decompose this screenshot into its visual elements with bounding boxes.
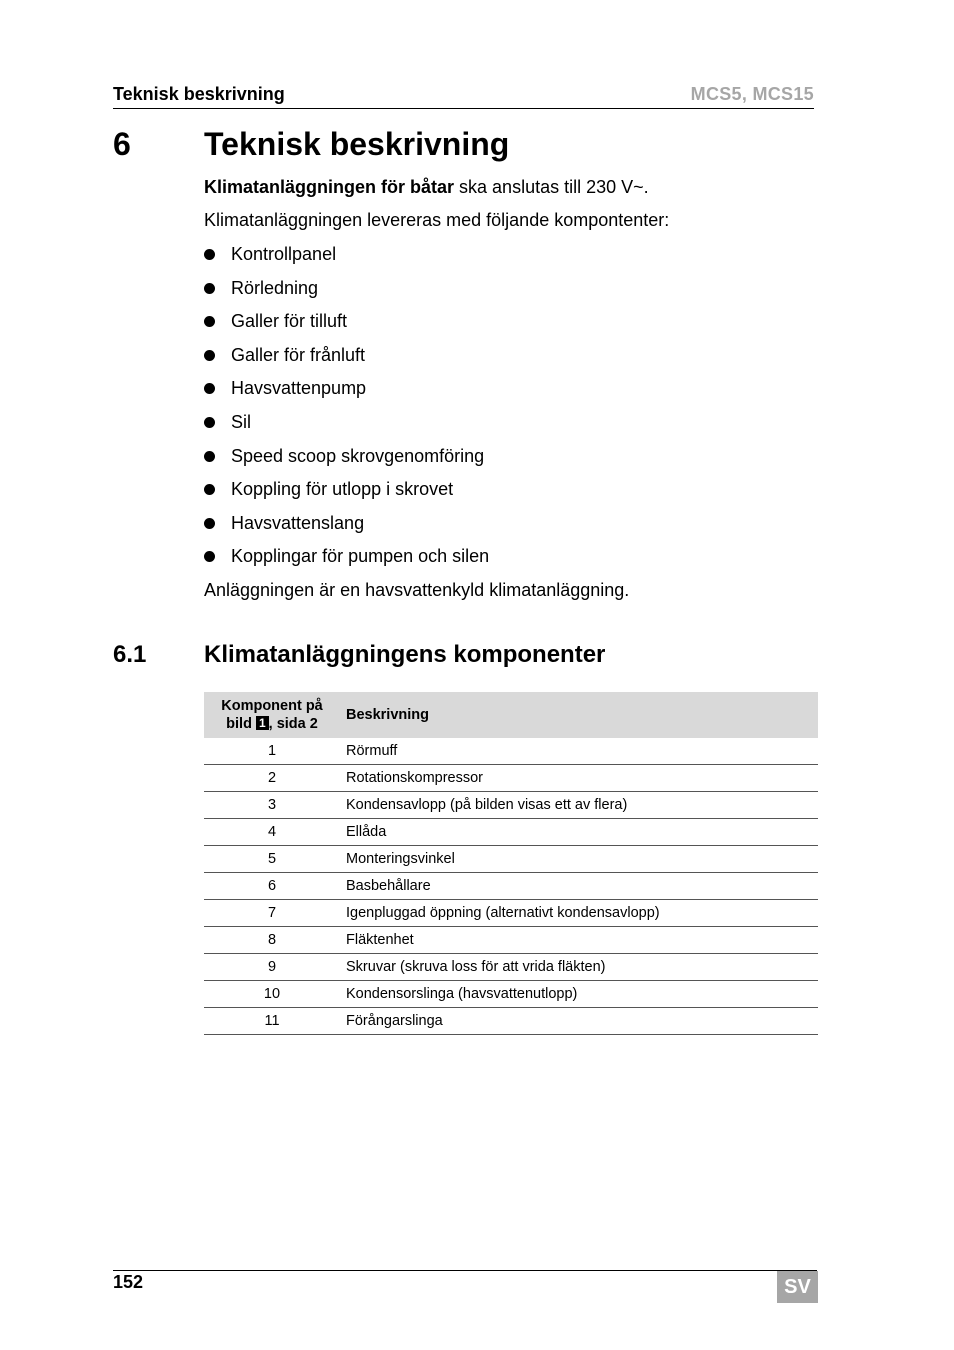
component-description-cell: Rotationskompressor bbox=[340, 765, 818, 792]
table-row bbox=[204, 1008, 818, 1035]
table-row bbox=[204, 765, 818, 792]
component-number-cell: 11 bbox=[204, 1008, 340, 1035]
component-number-cell: 4 bbox=[204, 819, 340, 846]
component-number-cell: 1 bbox=[204, 738, 340, 765]
component-description-cell: Kondensorslinga (havsvattenutlopp) bbox=[340, 981, 818, 1008]
list-item bbox=[204, 277, 489, 311]
bullet-dot-icon bbox=[204, 249, 215, 260]
intro-rest: ska anslutas till 230 V~. bbox=[454, 177, 649, 197]
components-table bbox=[204, 692, 818, 1035]
list-item bbox=[204, 445, 489, 479]
table-row bbox=[204, 738, 818, 765]
table-row bbox=[204, 846, 818, 873]
list-item-label: Galler för frånluft bbox=[231, 344, 366, 365]
intro-bold: Klimatanläggningen för båtar bbox=[204, 177, 455, 197]
col-header-component bbox=[204, 692, 340, 738]
col-header-component-line1: Komponent på bbox=[221, 698, 323, 714]
list-item-label: Havsvattenpump bbox=[231, 378, 367, 399]
component-number-cell: 10 bbox=[204, 981, 340, 1008]
list-item bbox=[204, 411, 489, 445]
component-number-cell: 7 bbox=[204, 900, 340, 927]
component-description-cell: Fläktenhet bbox=[340, 927, 818, 954]
component-description-cell: Förångarslinga bbox=[340, 1008, 818, 1035]
component-number-cell: 5 bbox=[204, 846, 340, 873]
section-number: 6.1 bbox=[113, 641, 147, 668]
bullet-dot-icon bbox=[204, 551, 215, 562]
figure-ref-badge: 1 bbox=[256, 716, 269, 730]
list-item-label: Kontrollpanel bbox=[231, 244, 337, 264]
bullet-dot-icon bbox=[204, 350, 215, 361]
chapter-title: Teknisk beskrivning bbox=[204, 126, 510, 162]
component-description-cell: Monteringsvinkel bbox=[340, 846, 818, 873]
list-item bbox=[204, 377, 489, 411]
bullet-dot-icon bbox=[204, 283, 215, 294]
list-item-label: Galler för tilluft bbox=[231, 311, 348, 332]
closing-paragraph: Anläggningen är en havsvattenkyld klimatanläggning. bbox=[204, 580, 630, 600]
component-list bbox=[204, 243, 489, 579]
list-item-label: Kopplingar för pumpen och silen bbox=[231, 546, 490, 567]
list-item bbox=[204, 344, 489, 378]
list-item bbox=[204, 512, 489, 546]
bullet-dot-icon bbox=[204, 451, 215, 462]
page-number: 152 bbox=[113, 1272, 144, 1292]
footer-rule bbox=[113, 1270, 817, 1271]
col-header-component-line2-pre: bild bbox=[226, 716, 256, 732]
section-title: Klimatanläggningens komponenter bbox=[204, 641, 606, 668]
table-row bbox=[204, 981, 818, 1008]
list-item-label: Havsvattenslang bbox=[231, 512, 365, 533]
running-header-title: Teknisk beskrivning bbox=[113, 84, 285, 104]
intro-paragraph bbox=[204, 176, 649, 198]
col-header-description: Beskrivning bbox=[340, 692, 818, 738]
table-header-row bbox=[204, 692, 818, 738]
component-number-cell: 6 bbox=[204, 873, 340, 900]
bullet-dot-icon bbox=[204, 484, 215, 495]
list-item bbox=[204, 545, 489, 579]
list-item bbox=[204, 478, 489, 512]
table-row bbox=[204, 927, 818, 954]
bullet-dot-icon bbox=[204, 316, 215, 327]
list-item-label: Sil bbox=[231, 411, 252, 432]
chapter-number: 6 bbox=[113, 126, 131, 162]
component-number-cell: 3 bbox=[204, 792, 340, 819]
table-row bbox=[204, 900, 818, 927]
language-badge: SV bbox=[777, 1271, 818, 1303]
table-row bbox=[204, 819, 818, 846]
list-item-label: Rörledning bbox=[231, 277, 319, 298]
table-row bbox=[204, 954, 818, 981]
component-description-cell: Rörmuff bbox=[340, 738, 818, 765]
table-row bbox=[204, 792, 818, 819]
component-number-cell: 9 bbox=[204, 954, 340, 981]
bullet-dot-icon bbox=[204, 518, 215, 529]
bullet-dot-icon bbox=[204, 417, 215, 428]
component-number-cell: 2 bbox=[204, 765, 340, 792]
component-description-cell: Kondensavlopp (på bilden visas ett av flera) bbox=[340, 792, 818, 819]
components-intro: Klimatanläggningen levereras med följande kompontenter: bbox=[204, 210, 670, 230]
table-row bbox=[204, 873, 818, 900]
component-description-cell: Igenpluggad öppning (alternativt kondensavlopp) bbox=[340, 900, 818, 927]
component-number-cell: 8 bbox=[204, 927, 340, 954]
component-description-cell: Ellåda bbox=[340, 819, 818, 846]
header-rule bbox=[113, 108, 814, 109]
list-item-label: Speed scoop skrovgenomföring bbox=[231, 445, 485, 466]
running-header-models: MCS5, MCS15 bbox=[690, 84, 814, 104]
bullet-dot-icon bbox=[204, 383, 215, 394]
list-item-label: Koppling för utlopp i skrovet bbox=[231, 479, 454, 500]
component-description-cell: Basbehållare bbox=[340, 873, 818, 900]
list-item bbox=[204, 243, 489, 277]
col-header-component-line2-post: , sida 2 bbox=[268, 716, 318, 732]
component-description-cell: Skruvar (skruva loss för att vrida fläkten) bbox=[340, 954, 818, 981]
list-item bbox=[204, 310, 489, 344]
